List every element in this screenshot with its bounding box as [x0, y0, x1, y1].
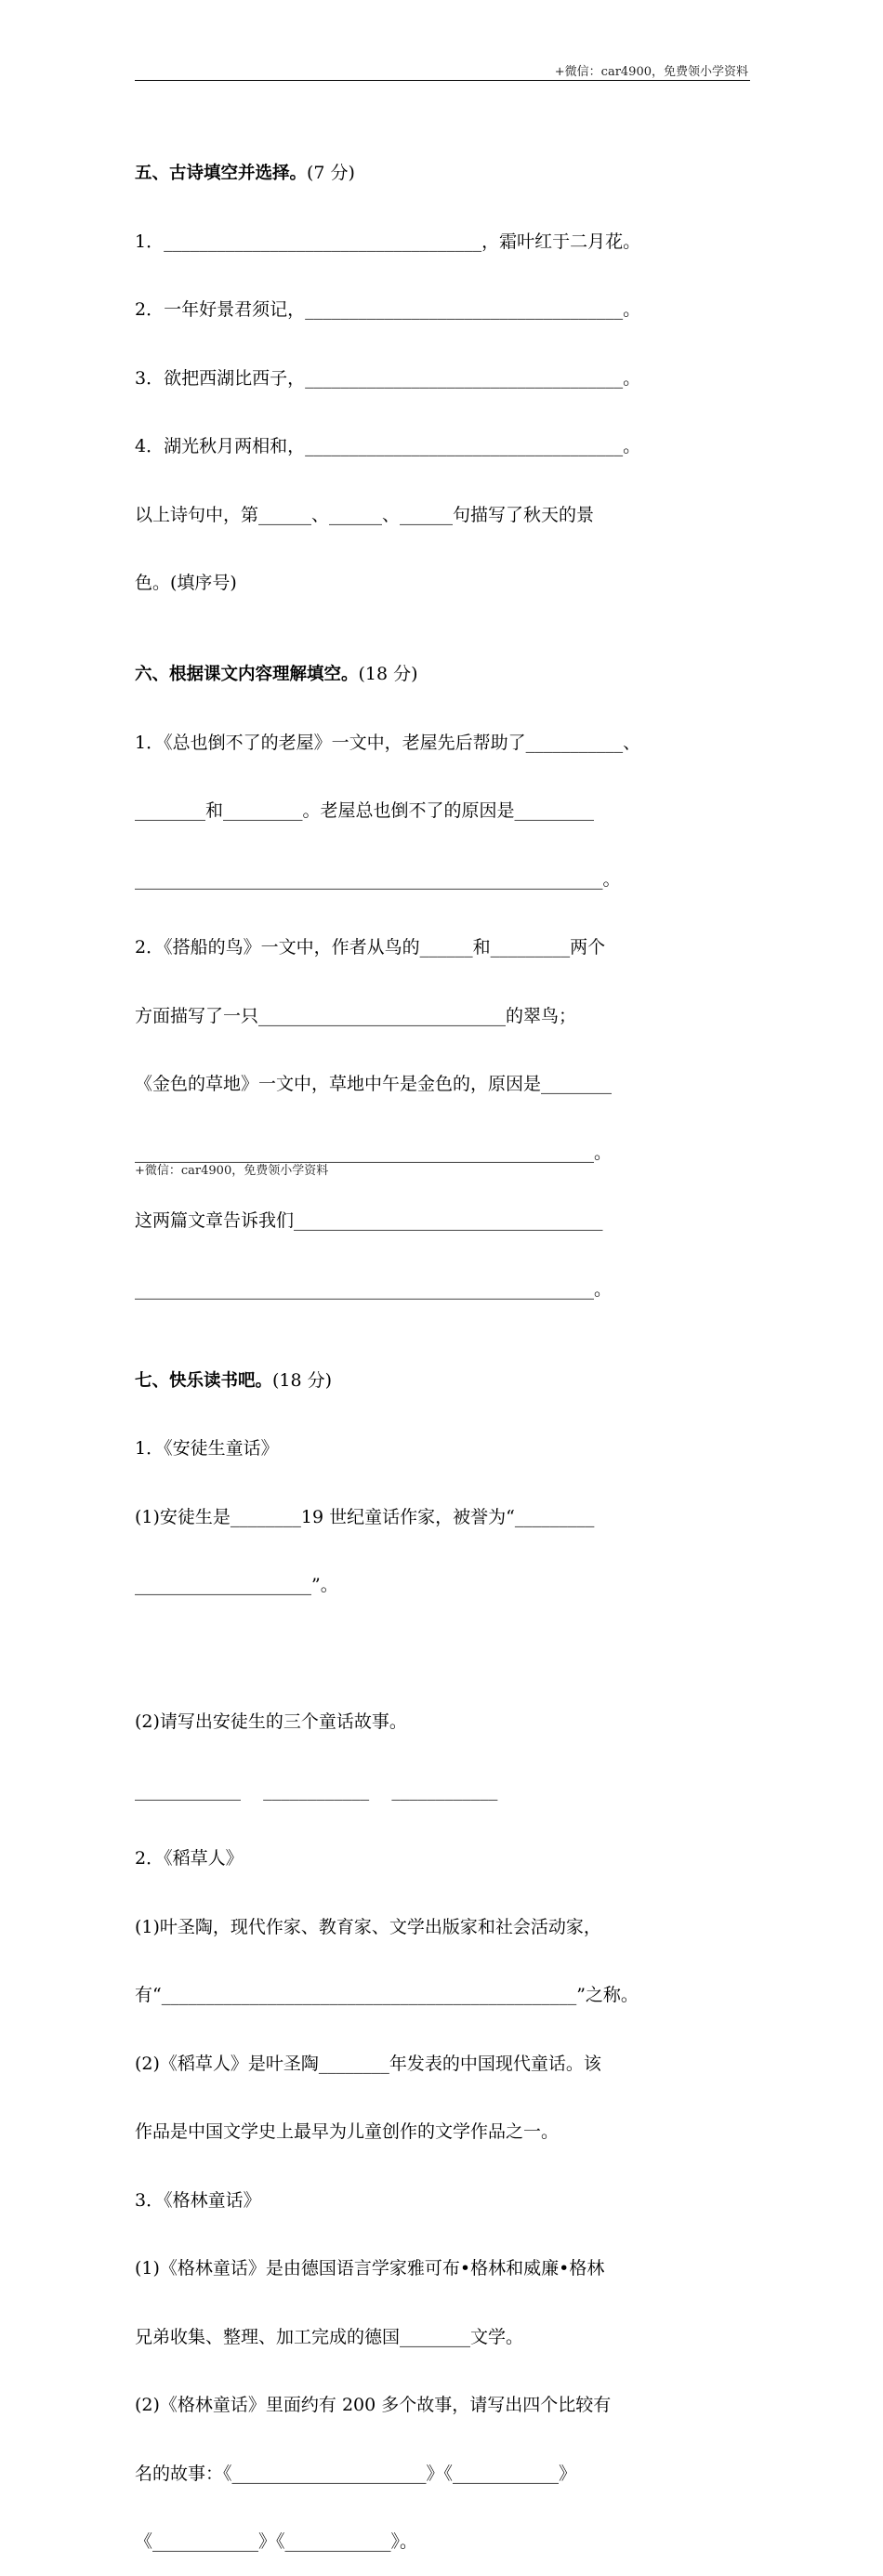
poem-q2: 2．一年好景君须记，____________________________________。: [135, 299, 641, 320]
poem-q1: 1．____________________________________，霜叶红于二月花。: [135, 231, 641, 252]
worksheet-content: [135, 116, 753, 2576]
s7-line-6: 2．《稻草人》: [135, 1848, 244, 1869]
section-7-heading: [135, 1369, 753, 1393]
s6-line-5: 方面描写了一只____________________________的翠鸟；: [135, 1005, 577, 1026]
s7-line-13: 兄弟收集、整理、加工完成的德国________文学。: [135, 2326, 524, 2347]
s7-line-3: ____________________”。: [135, 1575, 338, 1595]
poem-choice-line1: 以上诗句中，第______、______、______句描写了秋天的景: [135, 504, 595, 525]
section-6-heading: [135, 663, 753, 686]
s7-line-7: (1)叶圣陶，现代作家、教育家、文学出版家和社会活动家，: [135, 1916, 601, 1937]
s6-line-9: ____________________________________________________。: [135, 1278, 613, 1300]
s7-line-1: 1．《安徒生童话》: [135, 1438, 279, 1459]
section-5-heading: [135, 162, 753, 185]
s7-line-14: (2)《格林童话》里面约有 200 多个故事，请写出四个比较有: [135, 2395, 612, 2415]
s6-line-3: _____________________________________________________。: [135, 868, 621, 890]
section-7-title: 七、快乐读书吧。: [135, 1370, 273, 1391]
poem-q4: 4．湖光秋月两相和，____________________________________。: [135, 436, 641, 456]
s7-line-11: 3．《格林童话》: [135, 2189, 261, 2211]
footer-text: +微信：car4900，免费领小学资料: [135, 1164, 329, 1178]
s6-line-1: 1．《总也倒不了的老屋》一文中，老屋先后帮助了___________、: [135, 732, 641, 753]
s6-line-6: 《金色的草地》一文中，草地中午是金色的，原因是________: [135, 1074, 613, 1094]
s6-line-8: 这两篇文章告诉我们___________________________________: [135, 1210, 603, 1231]
header-rule: [135, 80, 750, 81]
section-6-title: 六、根据课文内容理解填空。: [135, 665, 359, 684]
s7-line-16: 《____________》《____________》。: [135, 2531, 418, 2552]
s7-line-15: 名的故事：《______________________》《____________》: [135, 2463, 577, 2484]
s7-line-4: (2)请写出安徒生的三个童话故事。: [135, 1711, 407, 1732]
s7-line-10: 作品是中国文学史上最早为儿童创作的文学作品之一。: [135, 2121, 560, 2142]
s7-line-5: ____________ ____________ ____________: [135, 1779, 498, 1801]
blank-gap: [135, 1643, 753, 1666]
s7-line-2: (1)安徒生是________19 世纪童话作家，被誉为“_________: [135, 1506, 595, 1527]
s7-line-9: (2)《稻草人》是叶圣陶________年发表的中国现代童话。该: [135, 2053, 601, 2074]
s6-line-4: 2．《搭船的鸟》一文中，作者从鸟的______和_________两个: [135, 937, 606, 958]
s7-line-8: 有“_______________________________________________”之称。: [135, 1985, 639, 2005]
s6-line-2: ________和_________。老屋总也倒不了的原因是_________: [135, 800, 595, 821]
poem-q3: 3．欲把西湖比西子，____________________________________。: [135, 367, 641, 389]
section-5-score: (7 分): [307, 163, 355, 183]
section-5-title: 五、古诗填空并选择。: [135, 164, 308, 183]
s6-line-7: ____________________________________________________。: [135, 1142, 613, 1163]
section-6-score: (18 分): [358, 664, 418, 684]
s7-line-12: (1)《格林童话》是由德国语言学家雅可布•格林和威廉•格林: [135, 2258, 605, 2279]
section-7-score: (18 分): [272, 1369, 333, 1391]
poem-choice-line2: 色。(填序号): [135, 573, 237, 593]
header-text: +微信：car4900，免费领小学资料: [554, 65, 748, 79]
